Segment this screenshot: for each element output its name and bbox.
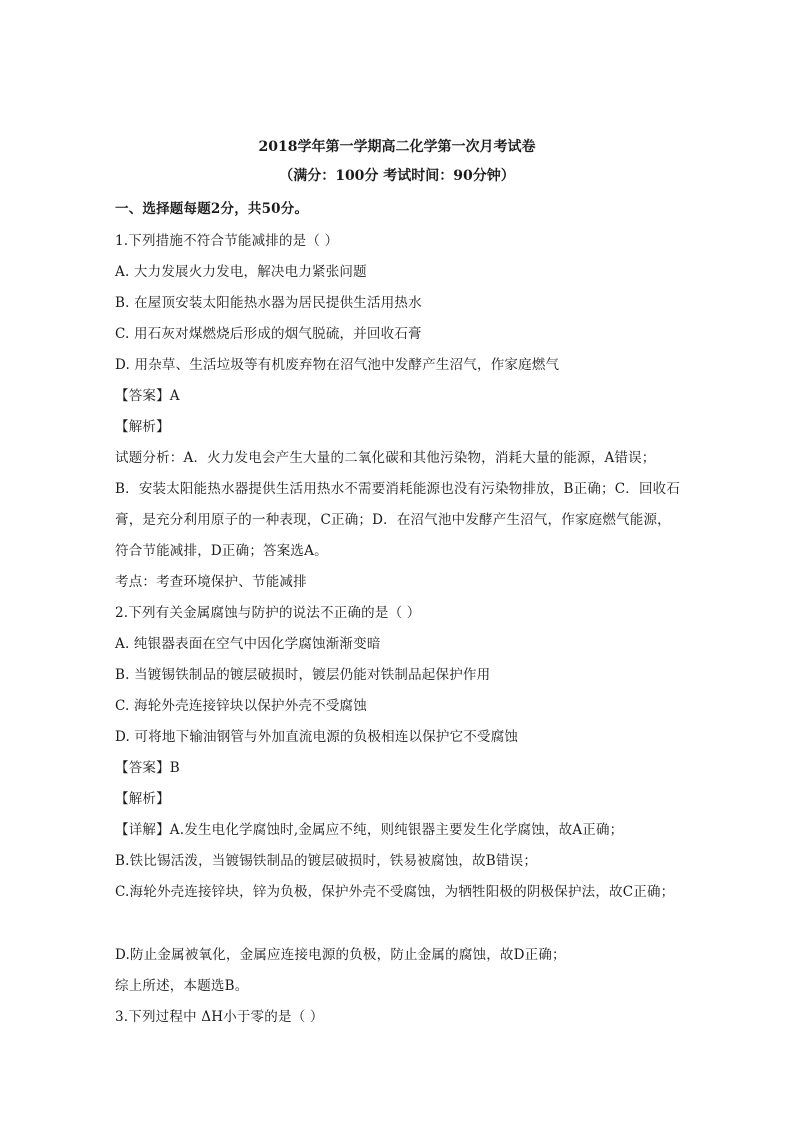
question-1-analysis-label: 【解析】 bbox=[115, 419, 170, 435]
question-1-option-a: A. 大力发展火力发电，解决电力紧张问题 bbox=[115, 264, 367, 280]
question-1-analysis-line: 试题分析：A．火力发电会产生大量的二氧化碳和其他污染物，消耗大量的能源，A错误； bbox=[115, 450, 656, 466]
section-heading: 一、选择题每题2分，共50分。 bbox=[115, 201, 309, 217]
question-2-analysis-line: 综上所述，本题选B。 bbox=[115, 978, 249, 994]
question-1-option-b: B. 在屋顶安装太阳能热水器为居民提供生活用热水 bbox=[115, 295, 422, 311]
question-2-analysis-line: D.防止金属被氧化，金属应连接电源的负极，防止金属的腐蚀，故D正确； bbox=[115, 947, 566, 963]
question-2-analysis-label: 【解析】 bbox=[115, 791, 170, 807]
question-2-answer: 【答案】B bbox=[115, 760, 180, 776]
question-1-point: 考点：考查环境保护、节能减排 bbox=[115, 574, 307, 590]
question-2-stem: 2.下列有关金属腐蚀与防护的说法不正确的是（ ） bbox=[115, 605, 421, 621]
question-1-analysis-line: 膏，是充分利用原子的一种表现，C正确；D．在沼气池中发酵产生沼气，作家庭燃气能源， bbox=[115, 512, 671, 528]
question-1-option-c: C. 用石灰对煤燃烧后形成的烟气脱硫，并回收石膏 bbox=[115, 326, 422, 342]
question-1-option-d: D. 用杂草、生活垃圾等有机废弃物在沼气池中发酵产生沼气，作家庭燃气 bbox=[115, 357, 560, 373]
question-2-analysis-line: B.铁比锡活泼，当镀锡铁制品的镀层破损时，铁易被腐蚀，故B错误； bbox=[115, 853, 538, 869]
question-3-stem: 3.下列过程中 ΔH小于零的是（ ） bbox=[115, 1009, 324, 1025]
page-subtitle: （满分：100分 考试时间：90分钟） bbox=[279, 168, 515, 184]
question-2-option-c: C. 海轮外壳连接锌块以保护外壳不受腐蚀 bbox=[115, 698, 367, 714]
page-title: 2018学年第一学期高二化学第一次月考试卷 bbox=[258, 139, 536, 155]
question-2-analysis-line: 【详解】A.发生电化学腐蚀时,金属应不纯，则纯银器主要发生化学腐蚀，故A正确； bbox=[115, 822, 624, 838]
question-2-analysis-line: C.海轮外壳连接锌块，锌为负极，保护外壳不受腐蚀，为牺牲阳极的阴极保护法，故C正确； bbox=[115, 884, 675, 900]
question-2-option-d: D. 可将地下输油钢管与外加直流电源的负极相连以保护它不受腐蚀 bbox=[115, 729, 519, 745]
question-2-option-b: B. 当镀锡铁制品的镀层破损时，镀层仍能对铁制品起保护作用 bbox=[115, 667, 491, 683]
question-1-stem: 1.下列措施不符合节能减排的是（ ） bbox=[115, 233, 339, 249]
question-1-analysis-line: B．安装太阳能热水器提供生活用热水不需要消耗能源也没有污染物排放，B正确；C．回收石 bbox=[115, 481, 681, 497]
question-2-option-a: A. 纯银器表面在空气中因化学腐蚀渐渐变暗 bbox=[115, 636, 381, 652]
question-1-answer: 【答案】A bbox=[115, 388, 180, 404]
question-1-analysis-line: 符合节能减排，D正确；答案选A。 bbox=[115, 543, 328, 559]
